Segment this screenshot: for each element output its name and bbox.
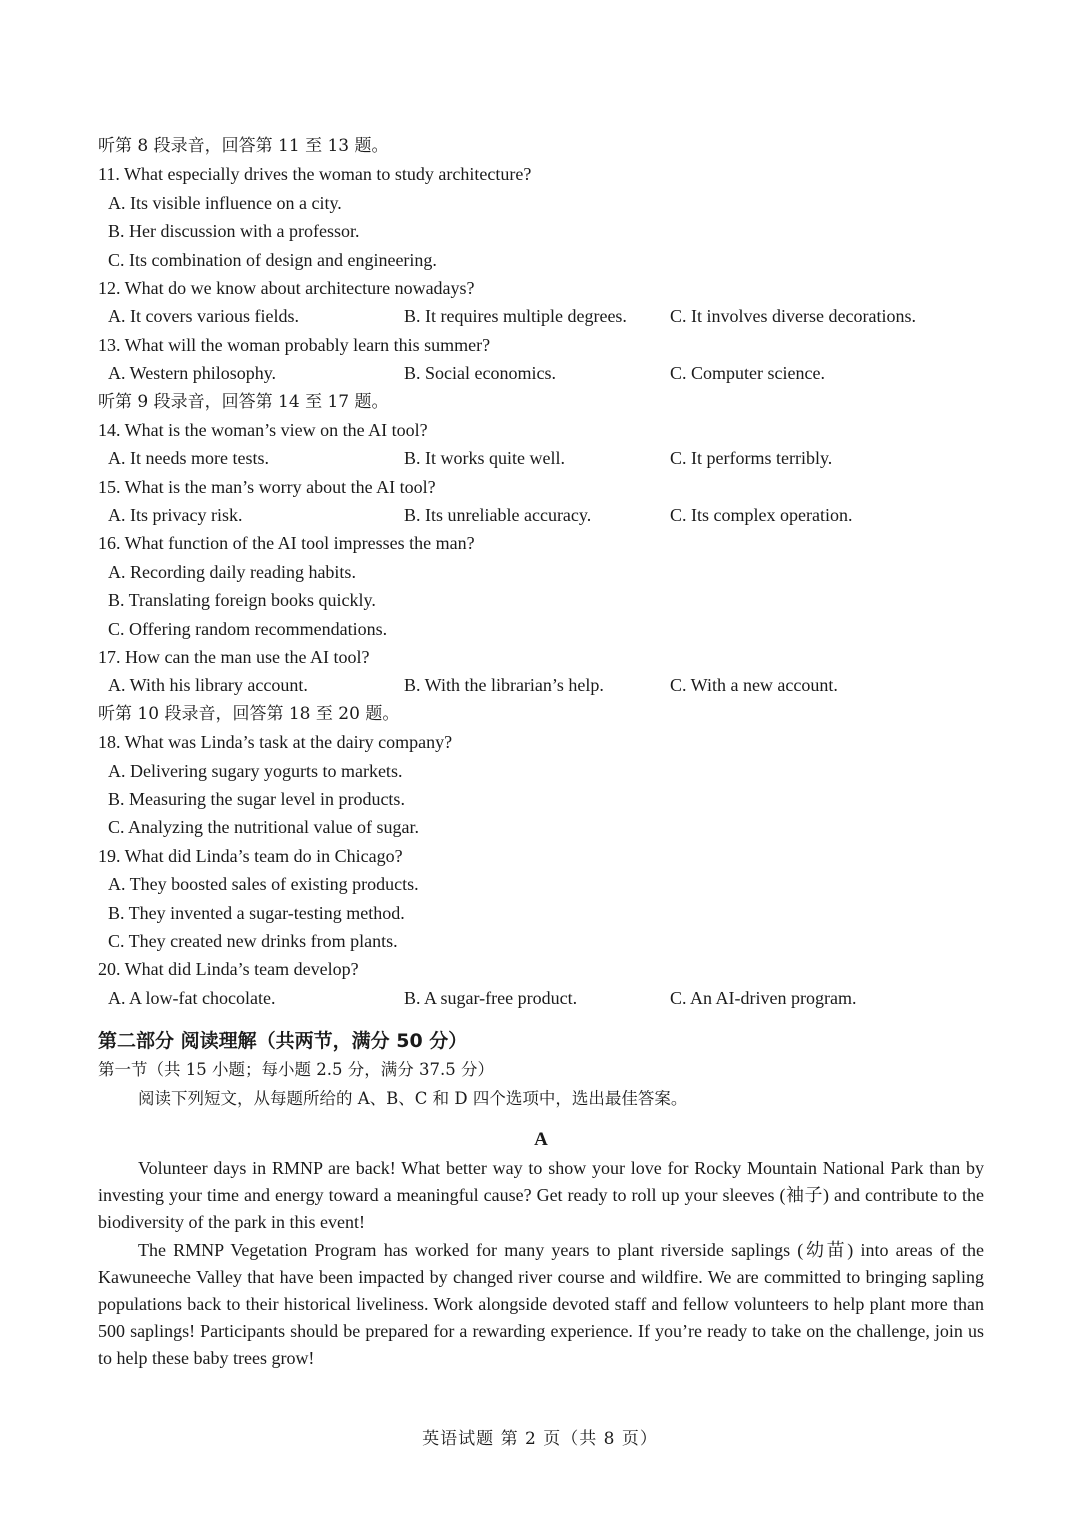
option-b: B. It requires multiple degrees.: [404, 306, 627, 327]
option: A. Recording daily reading habits.: [108, 561, 356, 582]
recording-header: 听第 9 段录音，回答第 14 至 17 题。: [98, 391, 389, 412]
option-a: A. It covers various fields.: [108, 306, 299, 327]
question: 14. What is the woman’s view on the AI tool?: [98, 419, 428, 440]
recording-header: 听第 10 段录音，回答第 18 至 20 题。: [98, 703, 400, 724]
option-c: C. Computer science.: [670, 363, 825, 384]
option-a: A. Western philosophy.: [108, 363, 277, 384]
part-two-subsection: 第一节（共 15 小题；每小题 2.5 分，满分 37.5 分）: [98, 1060, 494, 1080]
question: 18. What was Linda’s task at the dairy company?: [98, 732, 453, 753]
option-row: [98, 444, 984, 472]
option-row: [98, 302, 984, 330]
part-two-instruction: 阅读下列短文，从每题所给的 A、B、C 和 D 四个选项中，选出最佳答案。: [138, 1088, 688, 1108]
option-a: A. Its privacy risk.: [108, 505, 243, 526]
option: B. Translating foreign books quickly.: [108, 590, 376, 611]
option-a: A. It needs more tests.: [108, 448, 269, 469]
option: A. Its visible influence on a city.: [108, 192, 342, 213]
question: 16. What function of the AI tool impresses the man?: [98, 533, 475, 554]
page-footer: 英语试题 第 2 页（共 8 页）: [422, 1429, 658, 1449]
option-row: [98, 984, 984, 1012]
question: 11. What especially drives the woman to study architecture?: [98, 164, 532, 185]
option: C. Analyzing the nutritional value of sugar.: [108, 817, 419, 838]
listening-section: [98, 132, 984, 1012]
question: 19. What did Linda’s team do in Chicago?: [98, 845, 403, 866]
option: C. They created new drinks from plants.: [108, 930, 398, 951]
passage-letter: A: [534, 1128, 548, 1150]
option-c: C. It performs terribly.: [670, 448, 833, 469]
option-c: C. An AI-driven program.: [670, 987, 857, 1008]
option-b: B. It works quite well.: [404, 448, 565, 469]
part-two-title: 第二部分 阅读理解（共两节，满分 50 分）: [98, 1030, 468, 1053]
option-c: C. With a new account.: [670, 675, 838, 696]
option: A. They boosted sales of existing products.: [108, 874, 419, 895]
question: 13. What will the woman probably learn this summer?: [98, 334, 491, 355]
option-row: [98, 501, 984, 529]
option-b: B. With the librarian’s help.: [404, 675, 604, 696]
option-row: [98, 359, 984, 387]
passage-paragraph-1: Volunteer days in RMNP are back! What better way to show your love for Rocky Mountain National Park than by investing your time and energy toward a meaningful cause? Get ready to roll up your sleeves (袖子) and contribute to the biodiversity of the park in this event!: [98, 1157, 984, 1233]
option: B. Measuring the sugar level in products.: [108, 788, 405, 809]
option: B. Her discussion with a professor.: [108, 221, 360, 242]
recording-header: 听第 8 段录音，回答第 11 至 13 题。: [98, 136, 389, 156]
option-row: [98, 671, 984, 699]
option: A. Delivering sugary yogurts to markets.: [108, 760, 403, 781]
option: C. Offering random recommendations.: [108, 618, 388, 639]
option-a: A. With his library account.: [108, 675, 308, 696]
option-b: B. Social economics.: [404, 363, 556, 384]
option-c: C. Its complex operation.: [670, 505, 853, 526]
option-b: B. A sugar-free product.: [404, 987, 578, 1008]
option-a: A. A low-fat chocolate.: [108, 987, 276, 1008]
page-content: [98, 132, 984, 1373]
passage-paragraph-2: The RMNP Vegetation Program has worked for many years to plant riverside saplings (幼苗) into areas of the Kawuneeche Valley that have been impacted by changed river course and wildfire. We are committed to bringing sapling populations back to their historical liveliness. Work alongside devoted staff and fellow volunteers to help plant more than 500 saplings! Participants should be prepared for a rewarding experience. If you’re ready to take on the challenge, join us to help these baby trees grow!: [98, 1239, 984, 1369]
option: B. They invented a sugar-testing method.: [108, 902, 405, 923]
question: 12. What do we know about architecture nowadays?: [98, 277, 475, 298]
option-b: B. Its unreliable accuracy.: [404, 505, 592, 526]
question: 20. What did Linda’s team develop?: [98, 959, 359, 980]
option-c: C. It involves diverse decorations.: [670, 306, 916, 327]
question: 17. How can the man use the AI tool?: [98, 647, 370, 668]
question: 15. What is the man’s worry about the AI tool?: [98, 476, 436, 497]
option: C. Its combination of design and engineering.: [108, 249, 437, 270]
